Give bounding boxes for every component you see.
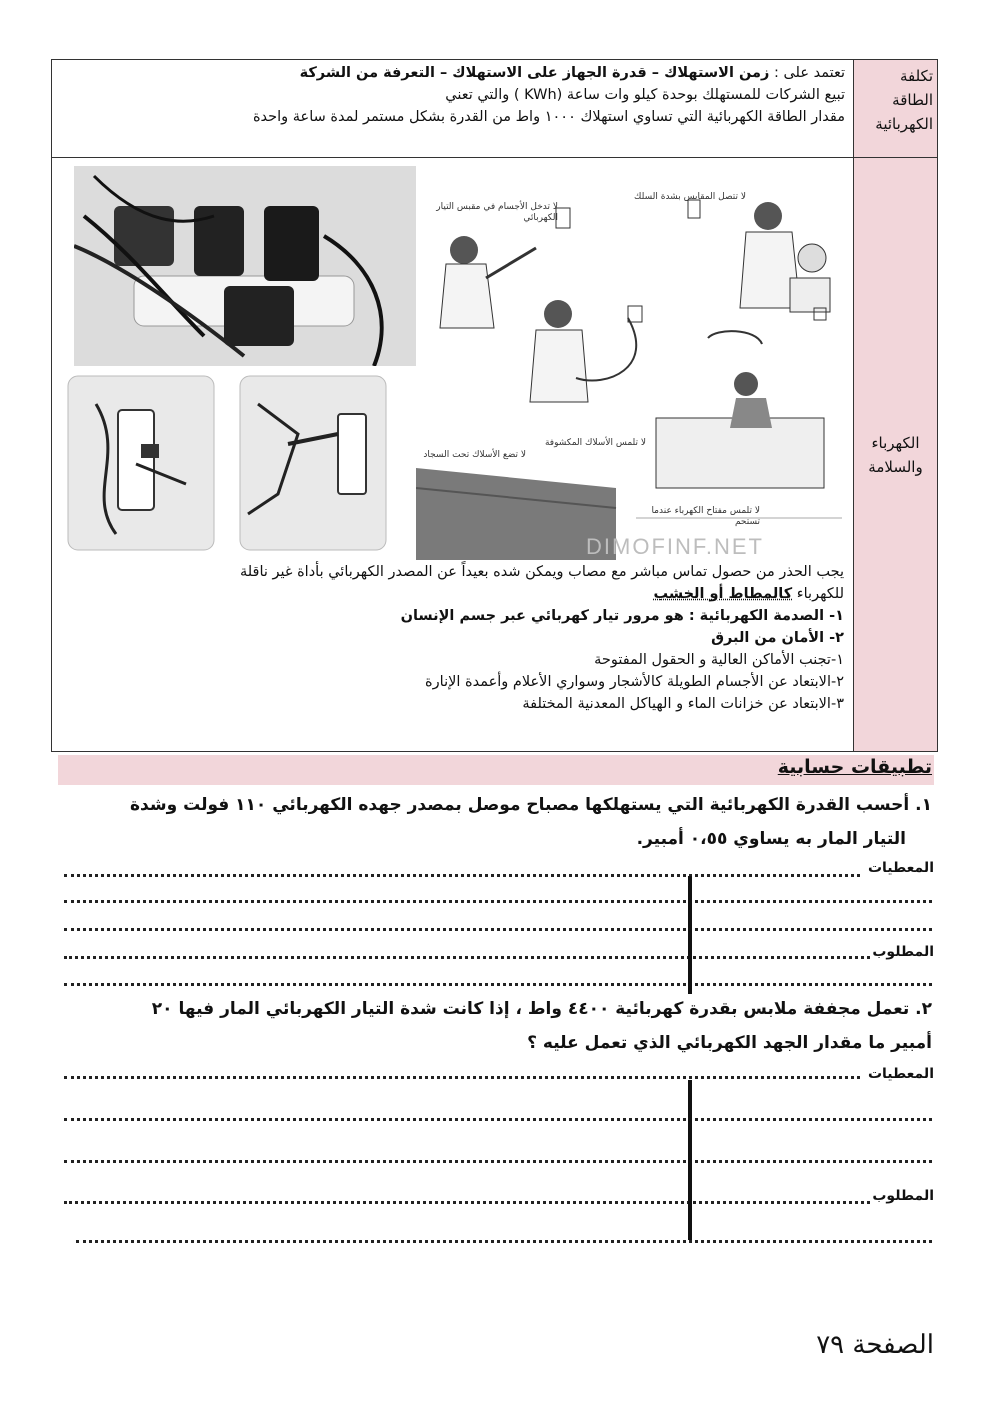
q1-answer-line[interactable] [64,928,932,931]
energy-cost-line1: تعتمد على : زمن الاستهلاك – قدرة الجهاز على الاستهلاك – التعرفة من الشركة [299,65,845,81]
safety-label: الكهرباء والسلامة [854,158,938,752]
caption-no-objects-in-socket: لا تدخل الأجسام في مقبس التيار الكهربائي [436,202,558,223]
caption-no-touch-bare-wires: لا تلمس الأسلاك المكشوفة [544,438,646,448]
caption-no-switch-while-bathing: لا تلمس مفتاح الكهرباء عندما تستحم [651,506,760,527]
lightning-tip-1: ١-تجنب الأماكن العالية و الحقول المفتوحة [594,652,844,668]
caption-no-pull-cord: لا تتصل المقابس بشدة السلك [634,192,746,202]
safety-content [52,158,854,752]
caption-no-wires-under-carpet: لا تضع الأسلاك تحت السجاد [423,450,526,460]
q2-answer-line[interactable] [64,1118,932,1121]
energy-cost-line3: مقدار الطاقة الكهربائية التي تساوي استهلاك ١٠٠٠ واط من القدرة بشكل مستمر لمدة ساعة واحدة [252,109,845,125]
lightning-tip-2: ٢-الابتعاد عن الأجسام الطويلة كالأشجار وسواري الأعلام وأعمدة الإنارة [425,674,844,690]
q1-given-label: المعطيات [867,860,934,876]
safety-text [60,561,844,715]
safety-row [52,158,938,752]
q2-given-label: المعطيات [867,1066,934,1082]
q2-required-label: المطلوب [872,1188,934,1204]
lightning-tip-3: ٣-الابتعاد عن خزانات الماء و الهياكل المعدنية المختلفة [522,696,844,712]
q1-answer-line[interactable] [64,956,870,959]
lightning-safety-heading: ٢- الأمان من البرق [711,630,844,646]
q2-answer-line[interactable] [64,1201,870,1204]
safety-illustration [416,188,842,560]
question-2: ٢. تعمل مجففة ملابس بقدرة كهربائية ٤٤٠٠ واط ، إذا كانت شدة التيار الكهربائي المار فيها ٢٠ أمبير ما مقدار الجهد الكهربائي الذي تعمل عليه ؟ [151,999,932,1053]
q1-divider [688,876,692,994]
warning-line1: يجب الحذر من حصول تماس مباشر مع مصاب ويمكن شده بعيداً عن المصدر الكهربائي بأداة غير ناقلة [239,564,844,580]
overloaded-outlet-icon [66,374,216,552]
page-number: الصفحة ٧٩ [816,1330,934,1360]
q2-answer-line[interactable] [64,1076,860,1079]
power-strip-photo [74,166,416,366]
q2-divider [688,1080,692,1240]
watermark: DIMOFINF.NET [586,534,764,559]
energy-cost-line2: تبيع الشركات للمستهلك بوحدة كيلو وات ساعة (KWh ) والتي تعني [445,87,845,103]
q1-answer-line[interactable] [64,900,932,903]
q1-answer-line[interactable] [64,983,932,986]
q1-required-label: المطلوب [872,944,934,960]
question-1: ١. أحسب القدرة الكهربائية التي يستهلكها مصباح موصل بمصدر جهده الكهربائي ١١٠ فولت وشدة التيار المار به يساوي ٠،٥٥ أمبير. [130,795,932,849]
outlet-screwdriver-icon [238,374,388,552]
q2-answer-line[interactable] [64,1160,932,1163]
energy-cost-row [52,60,938,158]
energy-cost-label: تكلفة الطاقة الكهربائية [854,60,938,158]
energy-cost-content [52,60,854,158]
warning-line2: للكهرباء كالمطاط أو الخشب [653,586,844,602]
q1-answer-line[interactable] [64,874,860,877]
electric-shock-definition: ١- الصدمة الكهربائية : هو مرور تيار كهربائي عبر جسم الإنسان [400,608,844,624]
exercises-heading: تطبيقات حسابية [777,756,932,778]
info-table [51,59,938,752]
q2-answer-line[interactable] [76,1240,932,1243]
